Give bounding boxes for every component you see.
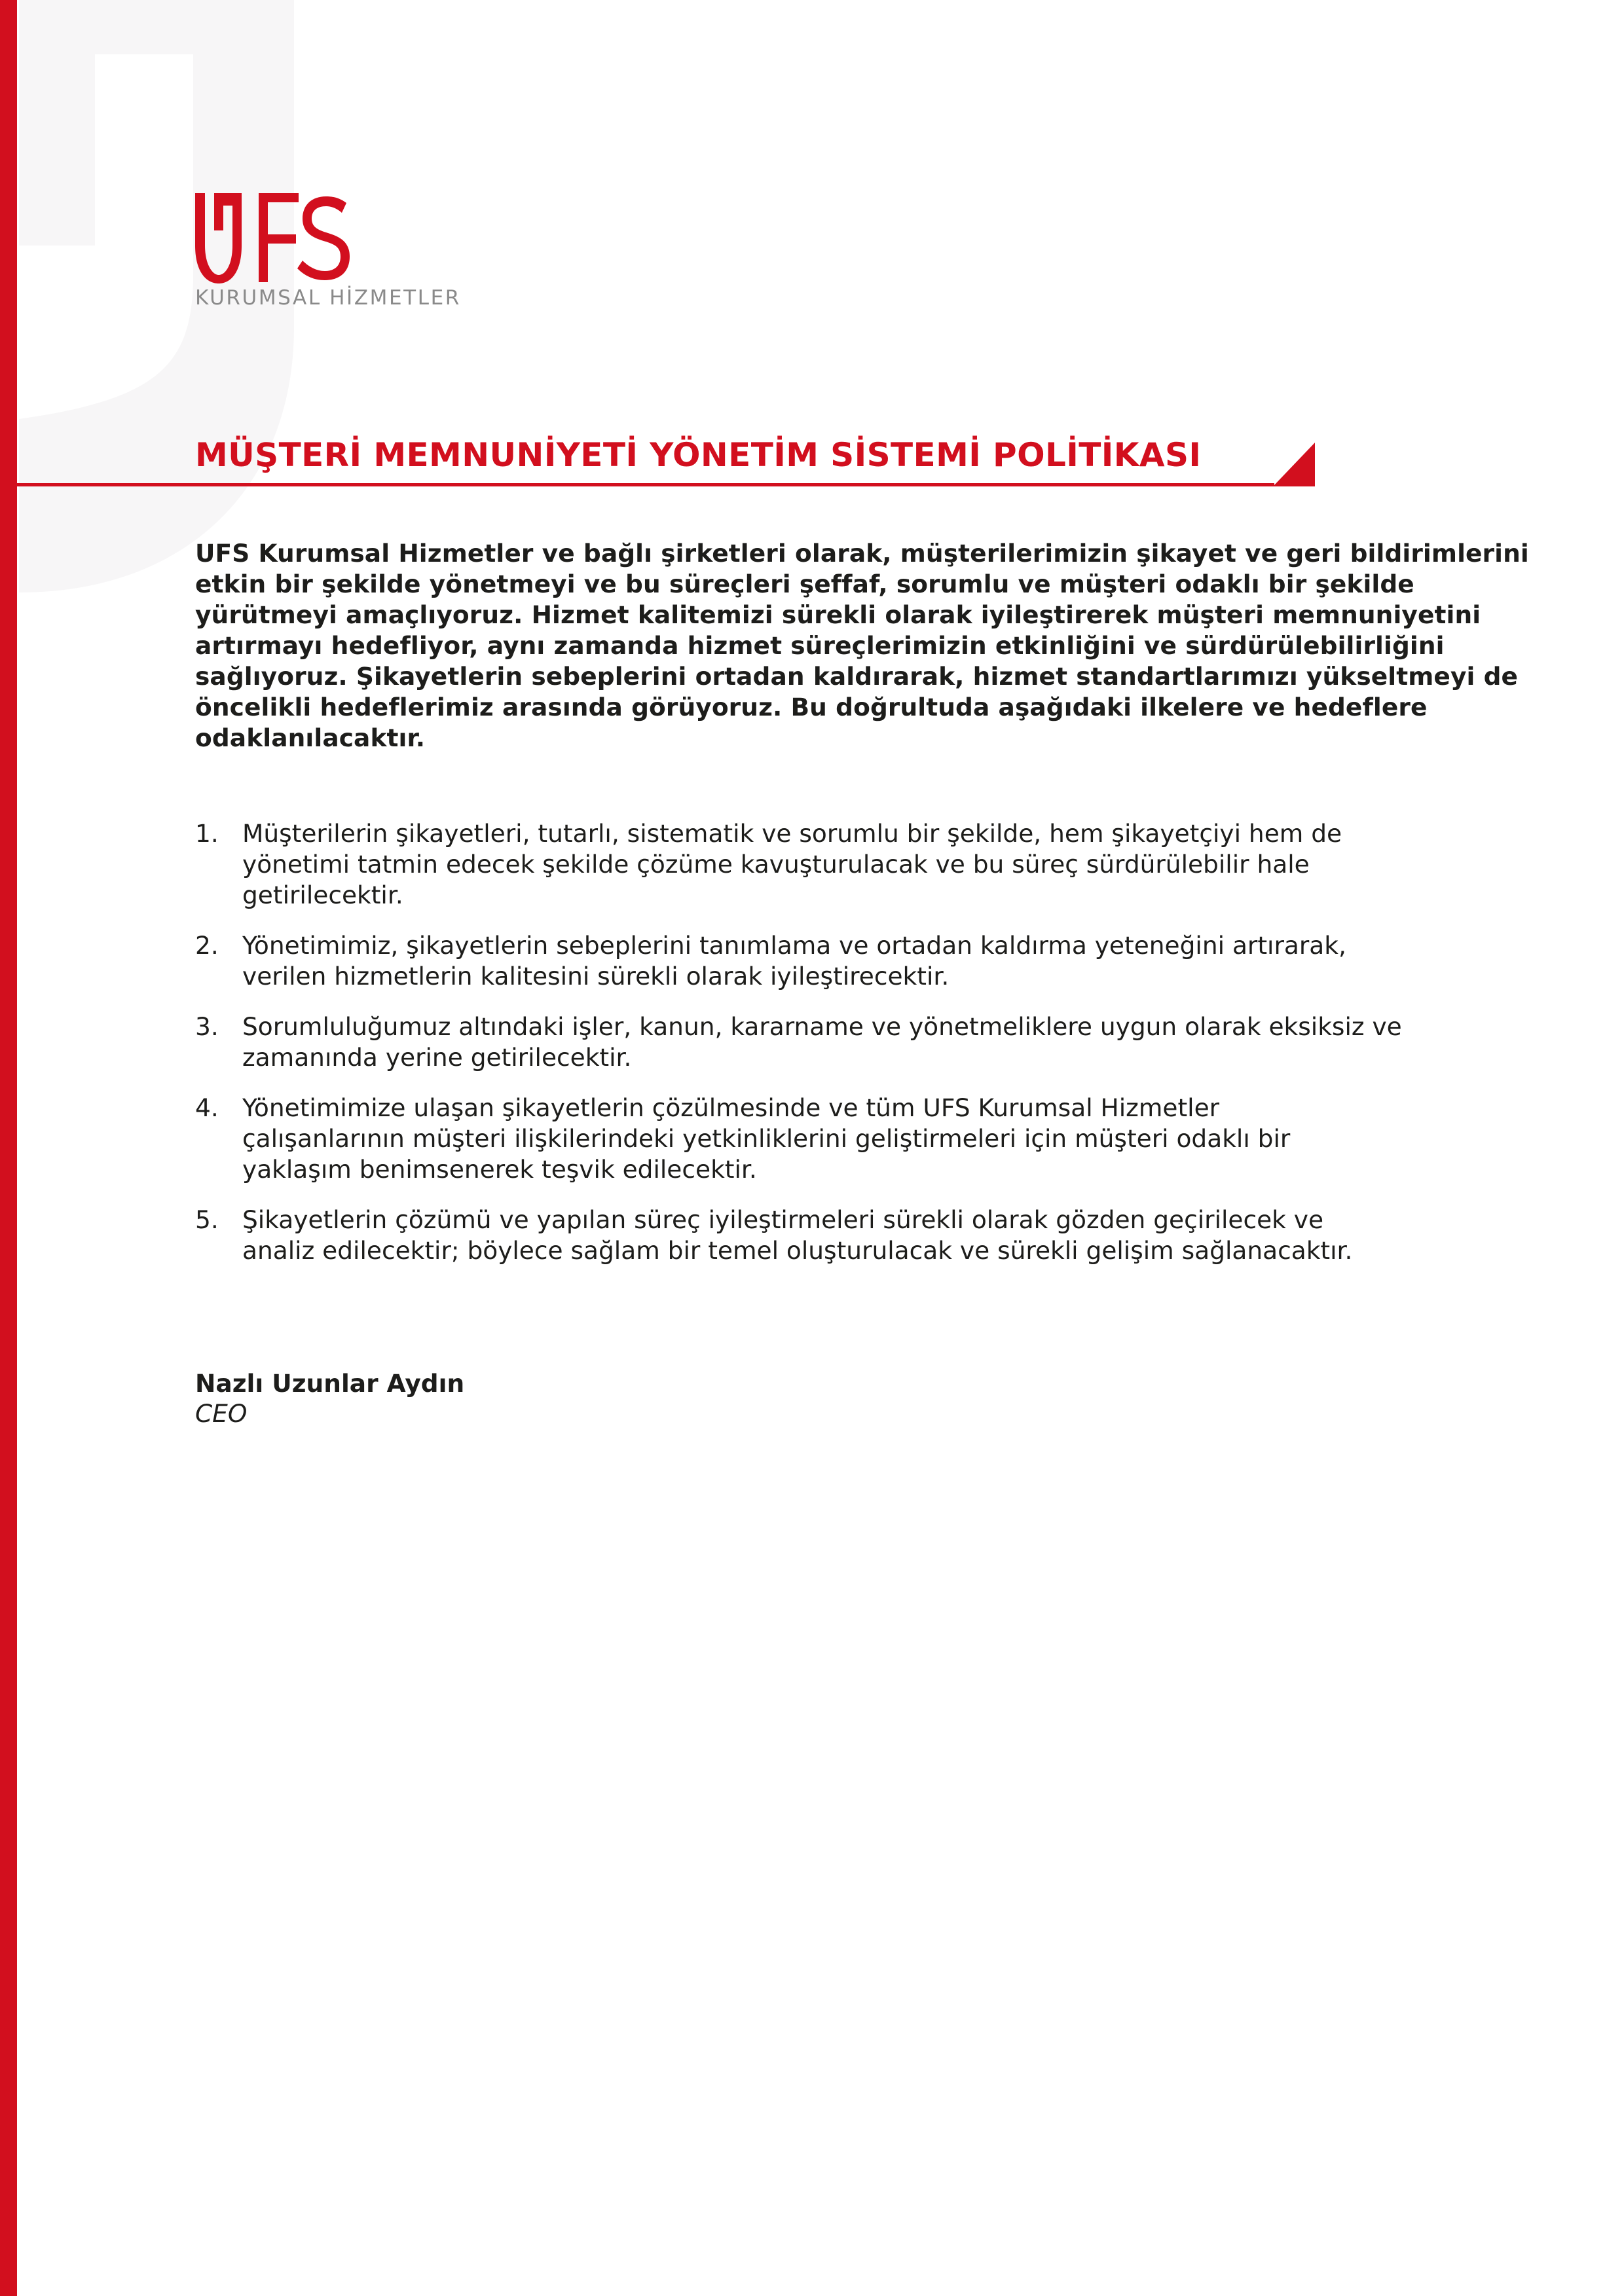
list-item-number: 4. [195,1093,219,1122]
list-item-line: Müşterilerin şikayetleri, tutarlı, sistematik ve sorumlu bir şekilde, hem şikayetçiyi hem de [242,819,1342,848]
list-item-line: çalışanlarının müşteri ilişkilerindeki yetkinliklerini geliştirmeleri için müşteri odaklı bir [242,1124,1291,1153]
list-item [195,1205,1472,1266]
list-item [195,1011,1472,1073]
list-item-number: 1. [195,819,219,848]
list-item-line: yaklaşım benimsenerek teşvik edilecektir. [242,1155,757,1184]
triangle-accent-icon [1273,443,1315,486]
intro-line: öncelikli hedeflerimiz arasında görüyoruz. Bu doğrultuda aşağıdaki ilkelere ve hedeflere [195,693,1428,721]
intro-line: yürütmeyi amaçlıyoruz. Hizmet kalitemizi sürekli olarak iyileştirerek müşteri memnuniyetini [195,600,1481,629]
signature-block [195,1368,464,1429]
brand-side-bar [0,0,17,2296]
list-item-number: 5. [195,1205,219,1234]
list-item-line: getirilecektir. [242,881,403,909]
policy-list [195,818,1472,1286]
list-item-line: Yönetimimize ulaşan şikayetlerin çözülmesinde ve tüm UFS Kurumsal Hizmetler [242,1093,1220,1122]
page-title: MÜŞTERİ MEMNUNİYETİ YÖNETİM SİSTEMİ POLİTİKASI [195,436,1202,474]
list-item-line: Sorumluluğumuz altındaki işler, kanun, kararname ve yönetmeliklere uygun olarak eksiksiz ve [242,1012,1402,1041]
intro-line: odaklanılacaktır. [195,723,426,752]
list-item [195,818,1472,911]
intro-line: UFS Kurumsal Hizmetler ve bağlı şirketleri olarak, müşterilerimizin şikayet ve geri bildirimlerini [195,539,1529,568]
list-item-line: Yönetimimiz, şikayetlerin sebeplerini tanımlama ve ortadan kaldırma yeteneğini artırarak, [242,931,1346,960]
list-item-number: 3. [195,1012,219,1041]
logo-subtitle: KURUMSAL HİZMETLER [195,286,461,310]
list-item-line: analiz edilecektir; böylece sağlam bir temel oluşturulacak ve sürekli gelişim sağlanacaktır. [242,1236,1353,1265]
intro-line: artırmayı hedefliyor, aynı zamanda hizmet süreçlerimizin etkinliğini ve sürdürülebilirliğini [195,631,1445,660]
signatory-name: Nazlı Uzunlar Aydın [195,1369,465,1398]
intro-line: sağlıyoruz. Şikayetlerin sebeplerini ortadan kaldırarak, hizmet standartlarımızı yükseltmeyi de [195,662,1519,691]
list-item-line: zamanında yerine getirilecektir. [242,1043,632,1072]
list-item-line: Şikayetlerin çözümü ve yapılan süreç iyileştirmeleri sürekli olarak gözden geçirilecek ve [242,1205,1324,1234]
title-underline [17,441,1315,488]
intro-paragraph [195,538,1529,754]
list-item [195,930,1472,992]
intro-line: etkin bir şekilde yönetmeyi ve bu süreçleri şeffaf, sorumlu ve müşteri odaklı bir şekilde [195,570,1414,598]
list-item-number: 2. [195,931,219,960]
list-item [195,1093,1472,1185]
signatory-role: CEO [195,1399,248,1428]
list-item-line: yönetimi tatmin edecek şekilde çözüme kavuşturulacak ve bu süreç sürdürülebilir hale [242,850,1310,879]
list-item-line: verilen hizmetlerin kalitesini sürekli olarak iyileştirecektir. [242,962,950,991]
